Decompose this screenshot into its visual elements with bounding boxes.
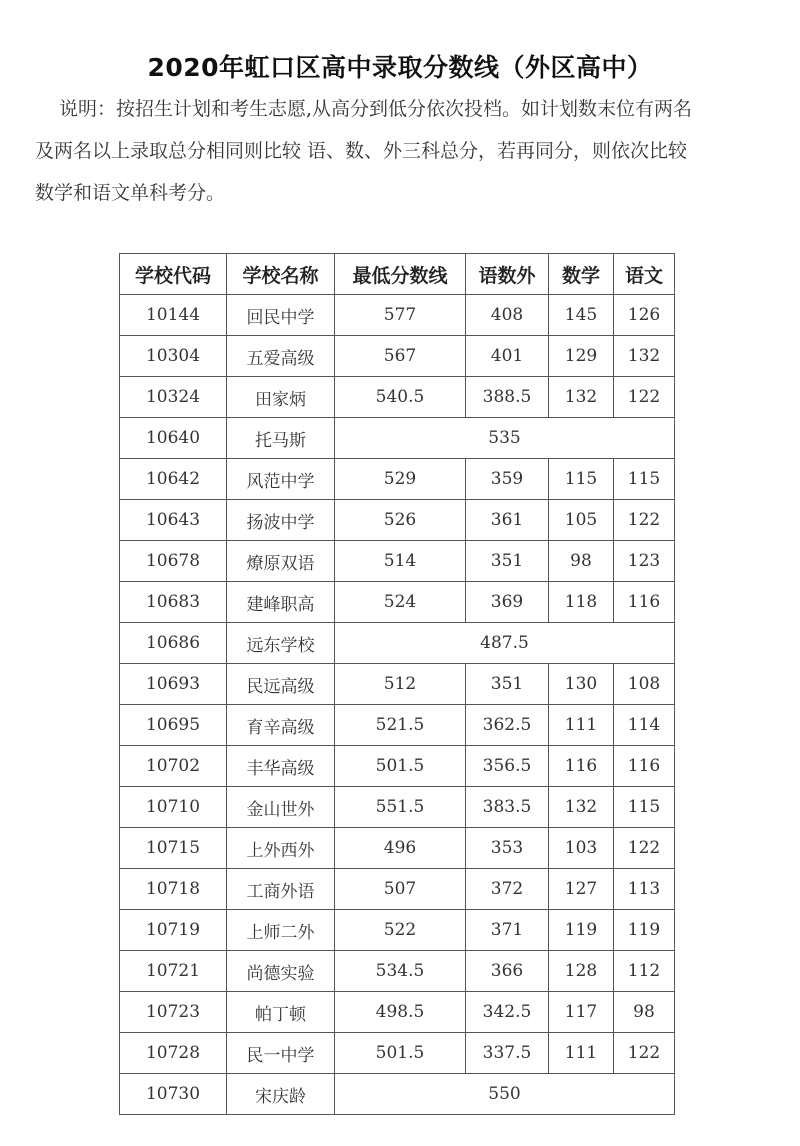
table-row — [120, 623, 675, 664]
cell-school-name: 民远高级 — [227, 664, 335, 705]
cell-school-code: 10683 — [120, 582, 227, 623]
cell-math: 111 — [549, 1033, 614, 1074]
cell-min-score: 498.5 — [335, 992, 466, 1033]
table-row — [120, 664, 675, 705]
cell-math: 115 — [549, 459, 614, 500]
cell-chinese: 114 — [614, 705, 675, 746]
cell-math: 130 — [549, 664, 614, 705]
table-row — [120, 828, 675, 869]
cell-chinese-math-english: 372 — [466, 869, 549, 910]
cell-school-code: 10678 — [120, 541, 227, 582]
table-body — [120, 295, 675, 1115]
cell-school-name: 丰华高级 — [227, 746, 335, 787]
table-row — [120, 951, 675, 992]
cell-chinese: 116 — [614, 582, 675, 623]
cell-math: 98 — [549, 541, 614, 582]
cell-chinese: 132 — [614, 336, 675, 377]
table-row — [120, 336, 675, 377]
description — [35, 88, 765, 214]
cell-chinese: 122 — [614, 828, 675, 869]
cell-school-name: 建峰职高 — [227, 582, 335, 623]
cell-math: 132 — [549, 787, 614, 828]
cell-school-name: 燎原双语 — [227, 541, 335, 582]
cell-chinese-math-english: 342.5 — [466, 992, 549, 1033]
cell-school-code: 10721 — [120, 951, 227, 992]
cell-min-score: 501.5 — [335, 1033, 466, 1074]
page-title: 2020年虹口区高中录取分数线（外区高中） — [147, 53, 653, 82]
cell-min-score: 496 — [335, 828, 466, 869]
cell-school-name: 育辛高级 — [227, 705, 335, 746]
table-row — [120, 459, 675, 500]
cell-chinese: 123 — [614, 541, 675, 582]
cell-math: 119 — [549, 910, 614, 951]
cell-school-code: 10715 — [120, 828, 227, 869]
cell-school-name: 上外西外 — [227, 828, 335, 869]
table-row — [120, 1074, 675, 1115]
cell-school-name: 托马斯 — [227, 418, 335, 459]
table-row — [120, 418, 675, 459]
cell-chinese: 122 — [614, 1033, 675, 1074]
header-school-code: 学校代码 — [120, 254, 227, 295]
table-row — [120, 377, 675, 418]
cell-school-name: 民一中学 — [227, 1033, 335, 1074]
cell-math: 105 — [549, 500, 614, 541]
cell-school-code: 10144 — [120, 295, 227, 336]
cell-chinese-math-english: 361 — [466, 500, 549, 541]
cell-min-score: 551.5 — [335, 787, 466, 828]
cell-min-score: 529 — [335, 459, 466, 500]
cell-chinese-math-english: 371 — [466, 910, 549, 951]
table-row — [120, 295, 675, 336]
cell-math: 118 — [549, 582, 614, 623]
cell-school-code: 10324 — [120, 377, 227, 418]
header-chinese-math-english: 语数外 — [466, 254, 549, 295]
cell-min-score: 540.5 — [335, 377, 466, 418]
cell-math: 132 — [549, 377, 614, 418]
header-chinese: 语文 — [614, 254, 675, 295]
description-line: 及两名以上录取总分相同则比较 语、数、外三科总分，若再同分，则依次比较 — [35, 140, 688, 162]
table-row — [120, 869, 675, 910]
cell-chinese-math-english: 351 — [466, 664, 549, 705]
table-row — [120, 992, 675, 1033]
cell-chinese: 119 — [614, 910, 675, 951]
cell-min-score: 501.5 — [335, 746, 466, 787]
cell-min-score: 526 — [335, 500, 466, 541]
cell-math: 116 — [549, 746, 614, 787]
cell-chinese: 116 — [614, 746, 675, 787]
cell-math: 145 — [549, 295, 614, 336]
description-line: 说明：按招生计划和考生志愿,从高分到低分依次投档。如计划数末位有两名 — [59, 98, 693, 120]
cell-school-name: 风范中学 — [227, 459, 335, 500]
cell-school-code: 10693 — [120, 664, 227, 705]
cell-chinese-math-english: 366 — [466, 951, 549, 992]
table-header-row — [120, 254, 675, 295]
cell-school-code: 10702 — [120, 746, 227, 787]
cell-min-score: 535 — [335, 418, 675, 459]
table-row — [120, 541, 675, 582]
cell-school-code: 10718 — [120, 869, 227, 910]
cell-school-name: 上师二外 — [227, 910, 335, 951]
cell-school-name: 回民中学 — [227, 295, 335, 336]
table-row — [120, 705, 675, 746]
cell-min-score: 512 — [335, 664, 466, 705]
cell-school-code: 10304 — [120, 336, 227, 377]
header-math: 数学 — [549, 254, 614, 295]
cell-school-code: 10686 — [120, 623, 227, 664]
cell-chinese-math-english: 356.5 — [466, 746, 549, 787]
table-row — [120, 1033, 675, 1074]
cell-min-score: 534.5 — [335, 951, 466, 992]
cell-chinese: 108 — [614, 664, 675, 705]
cell-math: 111 — [549, 705, 614, 746]
cell-math: 117 — [549, 992, 614, 1033]
cell-chinese-math-english: 408 — [466, 295, 549, 336]
cell-min-score: 514 — [335, 541, 466, 582]
cell-math: 103 — [549, 828, 614, 869]
cell-school-code: 10723 — [120, 992, 227, 1033]
cell-chinese-math-english: 351 — [466, 541, 549, 582]
cell-school-code: 10640 — [120, 418, 227, 459]
cell-school-name: 扬波中学 — [227, 500, 335, 541]
cell-chinese: 98 — [614, 992, 675, 1033]
cell-school-code: 10643 — [120, 500, 227, 541]
cell-min-score: 521.5 — [335, 705, 466, 746]
cell-school-code: 10730 — [120, 1074, 227, 1115]
cell-school-name: 远东学校 — [227, 623, 335, 664]
cell-chinese: 115 — [614, 459, 675, 500]
cell-min-score: 550 — [335, 1074, 675, 1115]
cell-school-name: 帕丁顿 — [227, 992, 335, 1033]
header-min-score: 最低分数线 — [335, 254, 466, 295]
cell-chinese: 122 — [614, 500, 675, 541]
cell-school-code: 10710 — [120, 787, 227, 828]
cell-school-name: 宋庆龄 — [227, 1074, 335, 1115]
score-table — [119, 253, 675, 1115]
cell-min-score: 522 — [335, 910, 466, 951]
cell-school-name: 尚德实验 — [227, 951, 335, 992]
cell-chinese-math-english: 359 — [466, 459, 549, 500]
cell-school-name: 田家炳 — [227, 377, 335, 418]
cell-math: 128 — [549, 951, 614, 992]
cell-chinese-math-english: 369 — [466, 582, 549, 623]
header-school-name: 学校名称 — [227, 254, 335, 295]
cell-chinese: 126 — [614, 295, 675, 336]
cell-min-score: 487.5 — [335, 623, 675, 664]
cell-chinese-math-english: 401 — [466, 336, 549, 377]
cell-chinese-math-english: 337.5 — [466, 1033, 549, 1074]
cell-chinese-math-english: 362.5 — [466, 705, 549, 746]
cell-school-code: 10719 — [120, 910, 227, 951]
table-row — [120, 746, 675, 787]
cell-math: 129 — [549, 336, 614, 377]
cell-school-code: 10695 — [120, 705, 227, 746]
cell-school-code: 10728 — [120, 1033, 227, 1074]
cell-min-score: 567 — [335, 336, 466, 377]
cell-math: 127 — [549, 869, 614, 910]
cell-chinese-math-english: 383.5 — [466, 787, 549, 828]
cell-min-score: 577 — [335, 295, 466, 336]
cell-chinese: 115 — [614, 787, 675, 828]
cell-school-name: 金山世外 — [227, 787, 335, 828]
cell-chinese: 122 — [614, 377, 675, 418]
cell-chinese: 113 — [614, 869, 675, 910]
cell-school-name: 工商外语 — [227, 869, 335, 910]
cell-chinese-math-english: 388.5 — [466, 377, 549, 418]
table-row — [120, 910, 675, 951]
cell-min-score: 507 — [335, 869, 466, 910]
cell-school-name: 五爱高级 — [227, 336, 335, 377]
cell-chinese-math-english: 353 — [466, 828, 549, 869]
table-row — [120, 500, 675, 541]
table-row — [120, 787, 675, 828]
description-line: 数学和语文单科考分。 — [35, 182, 226, 204]
cell-min-score: 524 — [335, 582, 466, 623]
cell-school-code: 10642 — [120, 459, 227, 500]
cell-chinese: 112 — [614, 951, 675, 992]
table-row — [120, 582, 675, 623]
